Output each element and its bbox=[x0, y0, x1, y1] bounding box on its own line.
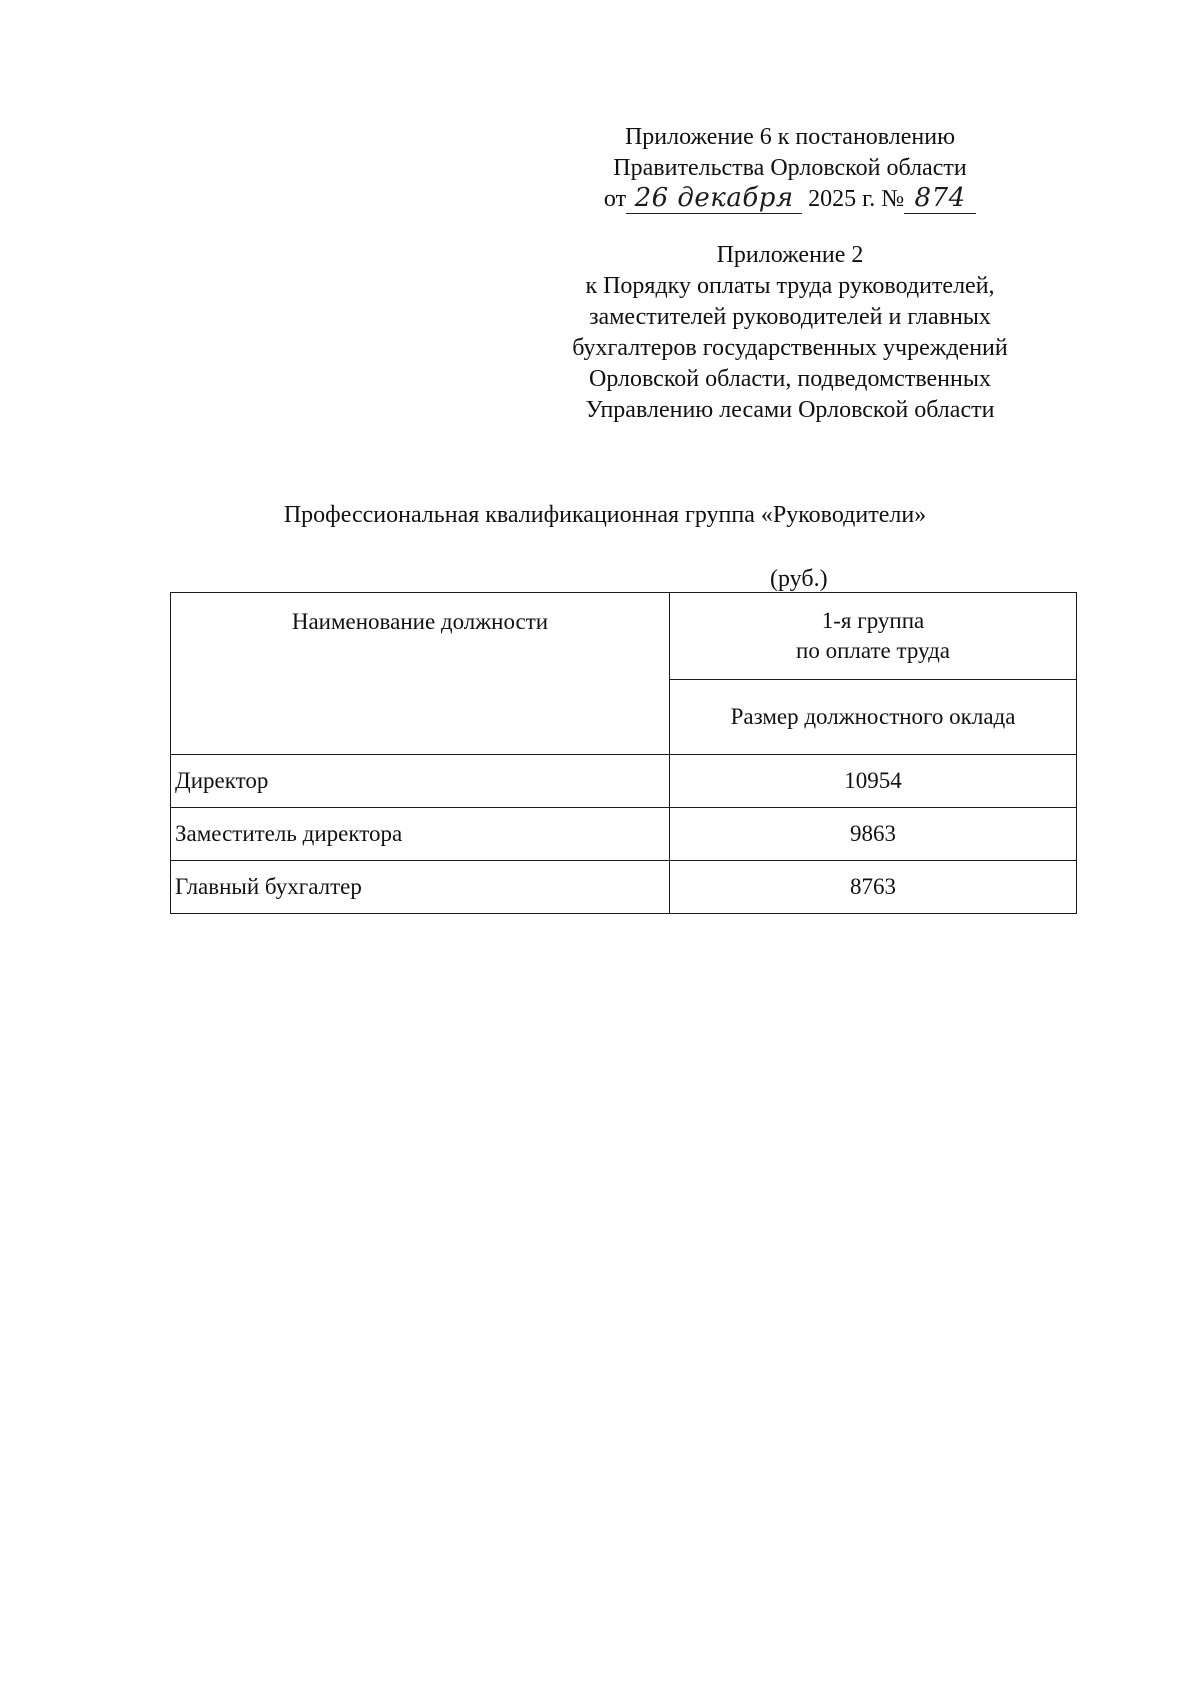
table-row bbox=[171, 755, 1077, 808]
table-header-row bbox=[171, 593, 1077, 680]
header-group-line-2: по оплате труда bbox=[796, 638, 950, 663]
salary-cell: 10954 bbox=[670, 755, 1077, 808]
date-prefix: от bbox=[603, 186, 627, 212]
document-title: Профессиональная квалификационная группа «Руководители» bbox=[283, 502, 927, 528]
appendix-2-line-4: Орловской области, подведомственных bbox=[589, 366, 991, 392]
header-group-line-1: 1-я группа bbox=[821, 608, 925, 633]
appendix-2-header bbox=[520, 240, 1060, 426]
appendix-2-line-2: заместителей руководителей и главных bbox=[589, 304, 991, 330]
appendix-6-header bbox=[520, 122, 1060, 215]
header-salary-size-cell: Размер должностного оклада bbox=[670, 680, 1077, 755]
appendix-2-line-5: Управлению лесами Орловской области bbox=[585, 397, 995, 423]
position-cell: Заместитель директора bbox=[171, 808, 670, 861]
appendix-6-date-line bbox=[520, 184, 1060, 215]
position-cell: Главный бухгалтер bbox=[171, 861, 670, 914]
handwritten-number: 874 bbox=[914, 183, 966, 213]
appendix-2-title: Приложение 2 bbox=[716, 242, 864, 268]
handwritten-date: 26 декабря bbox=[634, 183, 794, 213]
date-blank bbox=[626, 184, 802, 214]
appendix-2-line-3: бухгалтеров государственных учреждений bbox=[572, 335, 1008, 361]
position-cell: Директор bbox=[171, 755, 670, 808]
number-blank bbox=[904, 184, 976, 214]
header-group-cell bbox=[670, 593, 1077, 680]
appendix-2-line-1: к Порядку оплаты труда руководителей, bbox=[585, 273, 995, 299]
salary-cell: 9863 bbox=[670, 808, 1077, 861]
currency-unit: (руб.) bbox=[770, 566, 828, 592]
year-label: 2025 г. № bbox=[808, 186, 905, 212]
table-row bbox=[171, 808, 1077, 861]
salary-cell: 8763 bbox=[670, 861, 1077, 914]
appendix-6-line-1: Приложение 6 к постановлению bbox=[624, 124, 956, 150]
table-row bbox=[171, 861, 1077, 914]
salary-table bbox=[170, 592, 1077, 914]
appendix-6-line-2: Правительства Орловской области bbox=[613, 155, 967, 181]
header-position-cell: Наименование должности bbox=[171, 593, 670, 755]
